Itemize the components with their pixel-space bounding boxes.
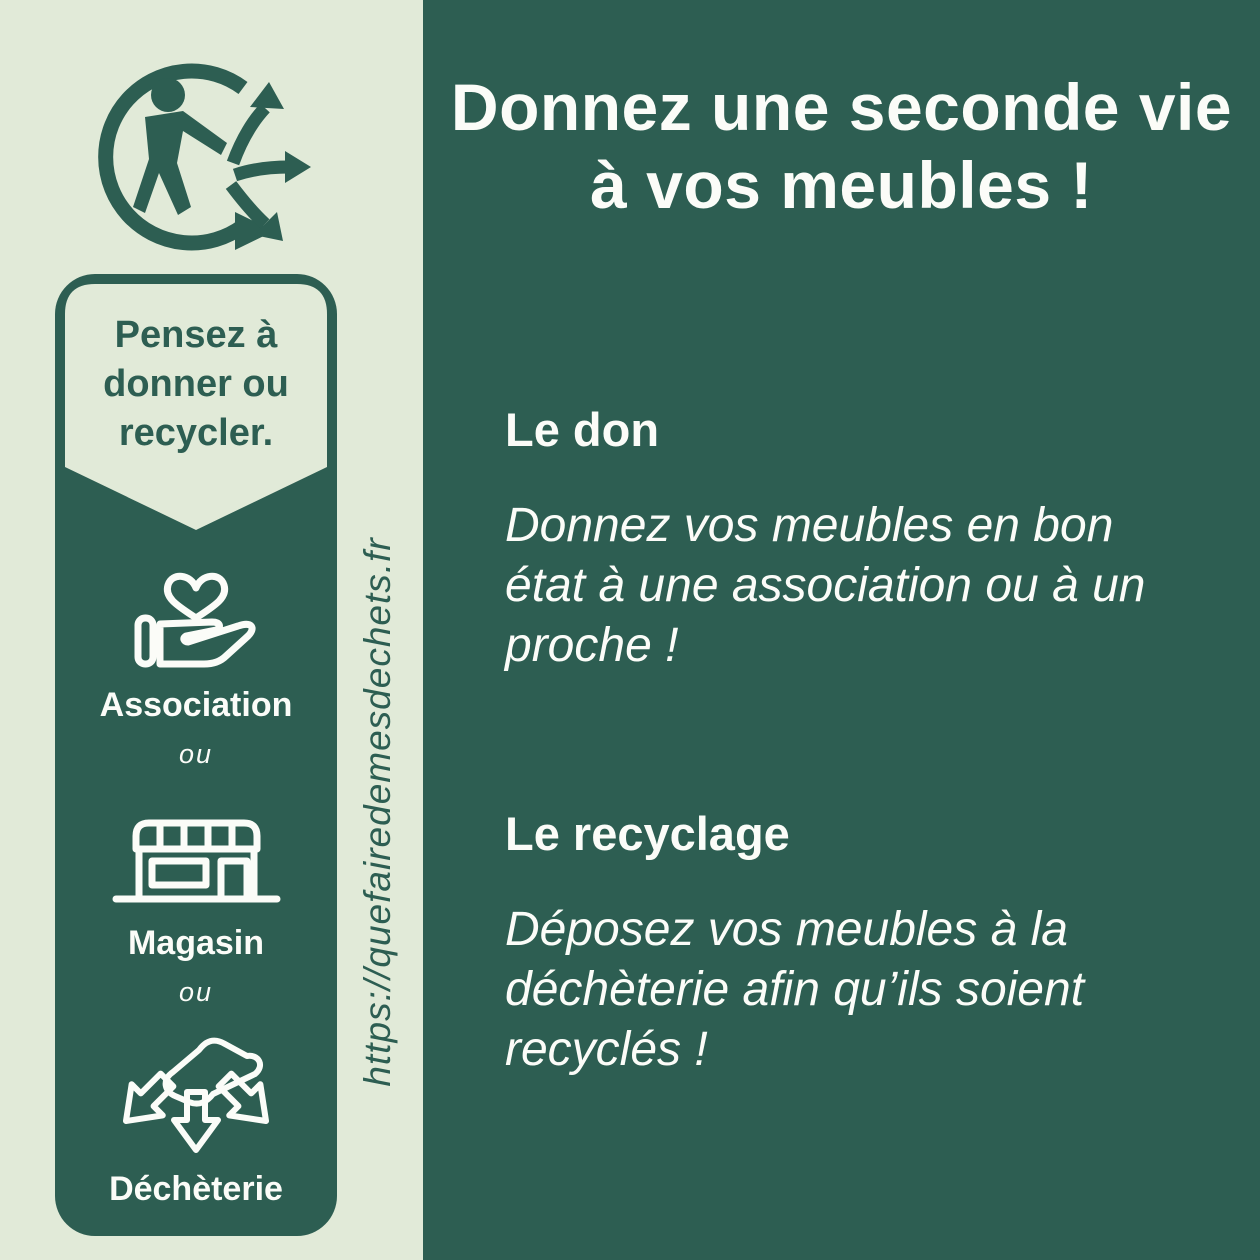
body-line: recyclés ! bbox=[505, 1023, 708, 1076]
title-line: à vos meubles ! bbox=[590, 148, 1093, 222]
poster-title bbox=[423, 68, 1260, 224]
banner-line: donner ou bbox=[103, 363, 289, 405]
option-label-association: Association bbox=[99, 686, 293, 724]
body-line: Donnez vos meubles en bon bbox=[505, 499, 1114, 552]
option-label-decheterie: Déchèterie bbox=[109, 1170, 283, 1208]
section-body bbox=[505, 900, 1230, 1080]
banner-line: Pensez à bbox=[114, 314, 278, 356]
banner-text bbox=[55, 311, 337, 458]
option-label-magasin: Magasin bbox=[127, 924, 265, 962]
hand-holding-heart-icon bbox=[126, 554, 266, 679]
section-le-don bbox=[505, 402, 1230, 676]
right-panel bbox=[423, 0, 1260, 1260]
banner-line: recycler. bbox=[118, 412, 274, 454]
storefront-icon bbox=[109, 802, 284, 917]
vertical-url-text: https://quefairedemesdechets.fr bbox=[357, 537, 398, 1087]
body-line: déchèterie afin qu’ils soient bbox=[505, 963, 1085, 1016]
separator-ou: ou bbox=[178, 739, 214, 769]
section-heading: Le don bbox=[505, 403, 660, 456]
section-body bbox=[505, 496, 1230, 676]
body-line: proche ! bbox=[505, 619, 679, 672]
section-heading: Le recyclage bbox=[505, 807, 790, 860]
options-ribbon bbox=[55, 274, 337, 1236]
waste-sorting-arrows-icon bbox=[109, 1034, 284, 1174]
triman-recycling-logo-icon bbox=[93, 54, 313, 260]
separator-ou: ou bbox=[178, 977, 214, 1007]
title-line: Donnez une seconde vie bbox=[450, 70, 1233, 144]
body-line: état à une association ou à un bbox=[505, 559, 1146, 612]
section-le-recyclage bbox=[505, 806, 1230, 1080]
body-line: Déposez vos meubles à la bbox=[505, 903, 1068, 956]
